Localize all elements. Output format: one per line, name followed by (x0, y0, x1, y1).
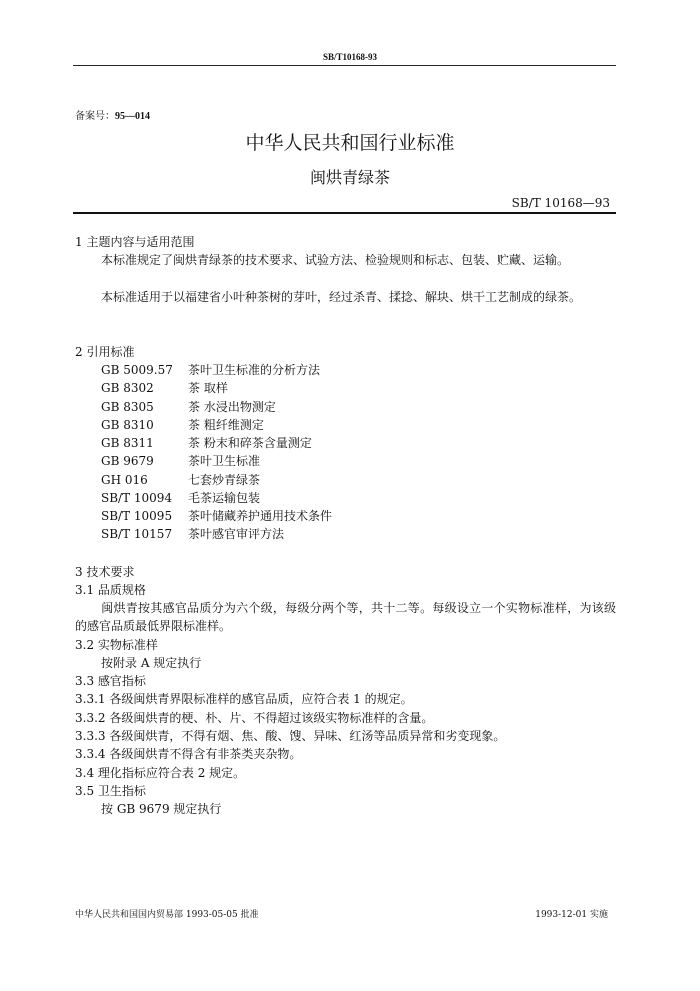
section33-heading: 3.3 感官指标 (75, 674, 146, 688)
section34-text: 3.4 理化指标应符合表 2 规定。 (75, 766, 246, 780)
ref-item (101, 416, 264, 434)
header-code: SB/T10168-93 (322, 52, 377, 62)
section32-text: 按附录 A 规定执行 (101, 656, 202, 670)
ref-code: GB 8311 (101, 436, 154, 450)
section333-text: 3.3.3 各级闽烘青，不得有烟、焦、酸、馊、异味、红汤等品质异常和劣变现象。 (75, 729, 506, 743)
section35-heading: 3.5 卫生指标 (75, 784, 146, 798)
section334-text: 3.3.4 各级闽烘青不得含有非茶类夹杂物。 (75, 747, 302, 761)
title-rule (73, 212, 616, 214)
filing-label: 备案号： (75, 111, 115, 122)
ref-item (101, 507, 332, 525)
ref-code: SB/T 10095 (101, 509, 173, 523)
section3-heading: 3 技术要求 (75, 565, 135, 579)
ref-title: 茶叶卫生标准的分析方法 (188, 363, 321, 377)
ref-code: GB 8310 (101, 418, 154, 432)
section31-para-text: 闽烘青按其感官品质分为六个级，每级分两个等，共十二等。每级设立一个实物标准样，为该级的感官品质最低界限标准样。 (75, 601, 616, 633)
page-title: 中华人民共和国行业标准 (245, 132, 455, 154)
ref-item (101, 525, 284, 543)
section2-heading: 2 引用标准 (75, 345, 135, 359)
ref-item (101, 398, 276, 416)
ref-item (101, 452, 260, 470)
section331-text: 3.3.1 各级闽烘青界限标准样的感官品质，应符合表 1 的规定。 (75, 692, 413, 706)
section1-para1 (75, 251, 616, 269)
section35-text: 按 GB 9679 规定执行 (101, 802, 222, 816)
header-rule (73, 65, 616, 66)
ref-title: 茶 取样 (188, 381, 228, 395)
ref-title: 茶 粗纤维测定 (188, 418, 264, 432)
footer-approval: 中华人民共和国国内贸易部 1993-05-05 批准 (75, 910, 259, 920)
ref-title: 茶 水浸出物测定 (188, 400, 276, 414)
ref-item (101, 361, 320, 379)
page-subtitle: 闽烘青绿茶 (309, 168, 390, 187)
ref-code: SB/T 10094 (101, 491, 173, 505)
ref-title: 七套炒青绿茶 (188, 473, 261, 487)
ref-item (101, 489, 260, 507)
ref-code: GH 016 (101, 473, 148, 487)
ref-code: GB 8302 (101, 381, 154, 395)
ref-code: GB 5009.57 (101, 363, 173, 377)
standard-number: SB/T 10168—93 (511, 196, 610, 210)
ref-code: GB 8305 (101, 400, 154, 414)
section31-heading: 3.1 品质规格 (75, 583, 146, 597)
section332-text: 3.3.2 各级闽烘青的梗、朴、片、不得超过该级实物标准样的含量。 (75, 711, 434, 725)
ref-title: 茶 粉末和碎茶含量测定 (188, 436, 312, 450)
section1-para2-text: 本标准适用于以福建省小叶种茶树的芽叶，经过杀青、揉捻、解块、烘干工艺制成的绿茶。 (101, 290, 582, 304)
section31-para (75, 599, 616, 635)
ref-title: 茶叶感官审评方法 (188, 527, 285, 541)
filing-value: 95—014 (115, 111, 150, 122)
ref-code: SB/T 10157 (101, 527, 173, 541)
section1-heading: 1 主题内容与适用范围 (75, 235, 195, 249)
ref-item (101, 434, 312, 452)
ref-title: 茶叶卫生标准 (188, 454, 261, 468)
ref-title: 茶叶储藏养护通用技术条件 (188, 509, 333, 523)
ref-item (101, 379, 228, 397)
section1-para2 (75, 288, 616, 306)
section1-para1-text: 本标准规定了闽烘青绿茶的技术要求、试验方法、检验规则和标志、包装、贮藏、运输。 (101, 253, 570, 267)
filing-number (75, 107, 150, 122)
footer-effective: 1993-12-01 实施 (535, 910, 608, 920)
section32-heading: 3.2 实物标准样 (75, 638, 158, 652)
ref-title: 毛茶运输包装 (188, 491, 261, 505)
ref-item (101, 471, 260, 489)
ref-code: GB 9679 (101, 454, 154, 468)
